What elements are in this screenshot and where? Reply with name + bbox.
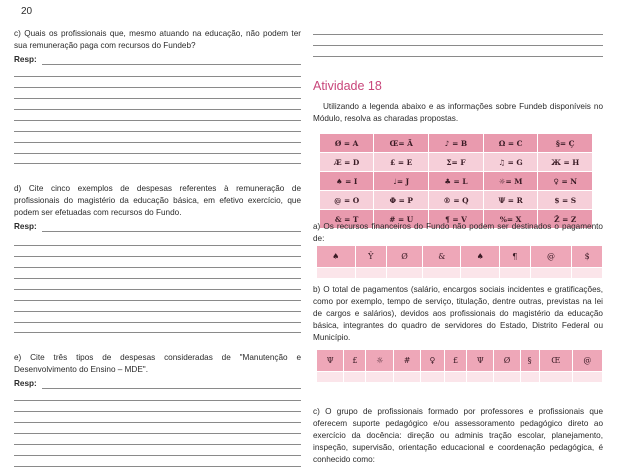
activity-title: Atividade 18 xyxy=(313,79,382,93)
legend-cell: ♠ = I xyxy=(320,172,374,191)
answer-c-label: Resp: xyxy=(14,55,301,64)
riddle-b-question: b) O total de pagamentos (salário, encargos sociais incidentes e gratificações, como por exemplo, tempo de serviço, titulação, dentre outras, previstas na lei de cargos e salários), devidos aos profissionais do magistério da educação básica, integrantes do quadro de servidores do Estado, Distrito Federal ou Município. xyxy=(313,285,603,342)
answer-cell[interactable] xyxy=(386,268,422,279)
legend-cell: # = U xyxy=(374,210,429,229)
legend-row xyxy=(320,172,593,191)
legend-cell: Œ= Ã xyxy=(374,134,429,153)
answer-line[interactable] xyxy=(14,278,301,279)
code-symbol: # xyxy=(394,350,421,372)
answer-line[interactable] xyxy=(14,267,301,268)
legend-cell: ® = Q xyxy=(429,191,484,210)
answer-row xyxy=(317,372,603,383)
legend-cell: ¶ = V xyxy=(429,210,484,229)
code-symbol: @ xyxy=(530,246,572,268)
legend-cell: £ = E xyxy=(374,153,429,172)
code-symbol: § xyxy=(520,350,539,372)
answer-cell[interactable] xyxy=(394,372,421,383)
legend-cell: @ = O xyxy=(320,191,374,210)
answer-line[interactable] xyxy=(313,45,603,46)
question-c: c) Quais os profissionais que, mesmo atuando na educação, não podem ter sua remuneração paga com recursos do Fundeb? xyxy=(14,29,301,50)
riddle-a-question: a) Os recursos financeiros do Fundo não podem ser destinados o pagamento de: xyxy=(313,222,603,243)
legend-cell: §= Ç xyxy=(538,134,593,153)
code-symbol: £ xyxy=(344,350,366,372)
code-symbol: Ψ xyxy=(317,350,344,372)
answer-cell[interactable] xyxy=(530,268,572,279)
answer-line[interactable] xyxy=(14,400,301,401)
legend-row xyxy=(320,153,593,172)
answer-cell[interactable] xyxy=(355,268,386,279)
code-symbol: ♀ xyxy=(420,350,444,372)
answer-cell[interactable] xyxy=(423,268,461,279)
answer-cell[interactable] xyxy=(494,372,520,383)
answer-line[interactable] xyxy=(14,163,301,164)
answer-line[interactable] xyxy=(14,256,301,257)
code-symbol: ¶ xyxy=(499,246,530,268)
legend-cell: Σ= F xyxy=(429,153,484,172)
riddle-b-code xyxy=(316,349,603,383)
legend-cell: Ž = Z xyxy=(538,210,593,229)
answer-cell[interactable] xyxy=(539,372,572,383)
legend-row xyxy=(320,134,593,153)
code-row xyxy=(317,246,603,268)
legend-cell: Æ = D xyxy=(320,153,374,172)
legend-cell: Ω = C xyxy=(483,134,538,153)
answer-line[interactable] xyxy=(14,87,301,88)
legend-cell: ♫ = G xyxy=(483,153,538,172)
legend-cell: ♪ = B xyxy=(429,134,484,153)
answer-line[interactable] xyxy=(14,76,301,77)
question-e: e) Cite três tipos de despesas consideradas de "Manutenção e Desenvolvimento do Ensino – MDE". xyxy=(14,353,301,374)
legend-cell: Ψ = R xyxy=(483,191,538,210)
code-symbol: Ø xyxy=(494,350,520,372)
legend-cell: ♀ = N xyxy=(538,172,593,191)
legend-cell: ☼= M xyxy=(483,172,538,191)
code-symbol: £ xyxy=(445,350,467,372)
code-symbol: @ xyxy=(572,350,602,372)
answer-line[interactable] xyxy=(14,245,301,246)
answer-cell[interactable] xyxy=(420,372,444,383)
answer-line[interactable] xyxy=(313,56,603,57)
question-d: d) Cite cinco exemplos de despesas referentes à remuneração de profissionais do magistério da educação básica, em efetivo exercício, que podem ser efetuadas com recursos do Fundo. xyxy=(14,184,301,217)
legend-cell: ♣ = L xyxy=(429,172,484,191)
legend-row xyxy=(320,191,593,210)
code-symbol: & xyxy=(423,246,461,268)
answer-cell[interactable] xyxy=(499,268,530,279)
answer-row xyxy=(317,268,603,279)
page-number: 20 xyxy=(21,6,33,17)
answer-cell[interactable] xyxy=(344,372,366,383)
answer-cell[interactable] xyxy=(445,372,467,383)
answer-line[interactable] xyxy=(14,322,301,323)
code-symbol: ☼ xyxy=(366,350,394,372)
legend-cell: ♩= J xyxy=(374,172,429,191)
answer-line[interactable] xyxy=(14,153,301,154)
code-symbol: ♠ xyxy=(461,246,500,268)
answer-cell[interactable] xyxy=(572,372,602,383)
answer-line[interactable] xyxy=(14,300,301,301)
cipher-legend xyxy=(319,133,593,229)
code-row xyxy=(317,350,603,372)
answer-line[interactable] xyxy=(14,422,301,423)
legend-cell: Φ = P xyxy=(374,191,429,210)
code-symbol: Ø xyxy=(386,246,422,268)
legend-cell: & = T xyxy=(320,210,374,229)
answer-line[interactable] xyxy=(14,455,301,456)
answer-line[interactable] xyxy=(14,98,301,99)
riddle-a-code xyxy=(316,245,603,279)
answer-line[interactable] xyxy=(14,109,301,110)
answer-d-label: Resp: xyxy=(14,222,301,231)
legend-cell: %= X xyxy=(483,210,538,229)
code-symbol: $ xyxy=(572,246,603,268)
answer-e-label: Resp: xyxy=(14,379,301,388)
answer-line[interactable] xyxy=(14,466,301,467)
answer-cell[interactable] xyxy=(461,268,500,279)
answer-line[interactable] xyxy=(14,131,301,132)
legend-cell: Ж = H xyxy=(538,153,593,172)
answer-cell[interactable] xyxy=(467,372,494,383)
answer-line[interactable] xyxy=(14,120,301,121)
riddle-c-question: c) O grupo de profissionais formado por professores e profissionais que oferecem suporte pedagógico e/ou assessoramento pedagógico direto ao exercício da docência: direção ou adminis tração escolar, planejamento, inspeção, supervisão, orientação educacional e coordenação pedagógica, é conhecido como: xyxy=(313,407,603,464)
answer-line[interactable] xyxy=(14,311,301,312)
answer-line[interactable] xyxy=(14,411,301,412)
activity-intro: Utilizando a legenda abaixo e as informações sobre Fundeb disponíveis no Módulo, resolva as charadas propostas. xyxy=(313,102,603,123)
legend-cell: $ = S xyxy=(538,191,593,210)
code-symbol: Ψ xyxy=(467,350,494,372)
answer-line[interactable] xyxy=(14,433,301,434)
answer-line[interactable] xyxy=(313,34,603,35)
code-symbol: Ŷ xyxy=(355,246,386,268)
answer-line[interactable] xyxy=(14,142,301,143)
answer-line[interactable] xyxy=(14,444,301,445)
answer-cell[interactable] xyxy=(572,268,603,279)
answer-cell[interactable] xyxy=(317,268,356,279)
answer-cell[interactable] xyxy=(366,372,394,383)
legend-cell: Ø = A xyxy=(320,134,374,153)
answer-cell[interactable] xyxy=(317,372,344,383)
answer-cell[interactable] xyxy=(520,372,539,383)
answer-line[interactable] xyxy=(14,289,301,290)
answer-line[interactable] xyxy=(14,332,301,333)
code-symbol: ♠ xyxy=(317,246,356,268)
code-symbol: Œ xyxy=(539,350,572,372)
